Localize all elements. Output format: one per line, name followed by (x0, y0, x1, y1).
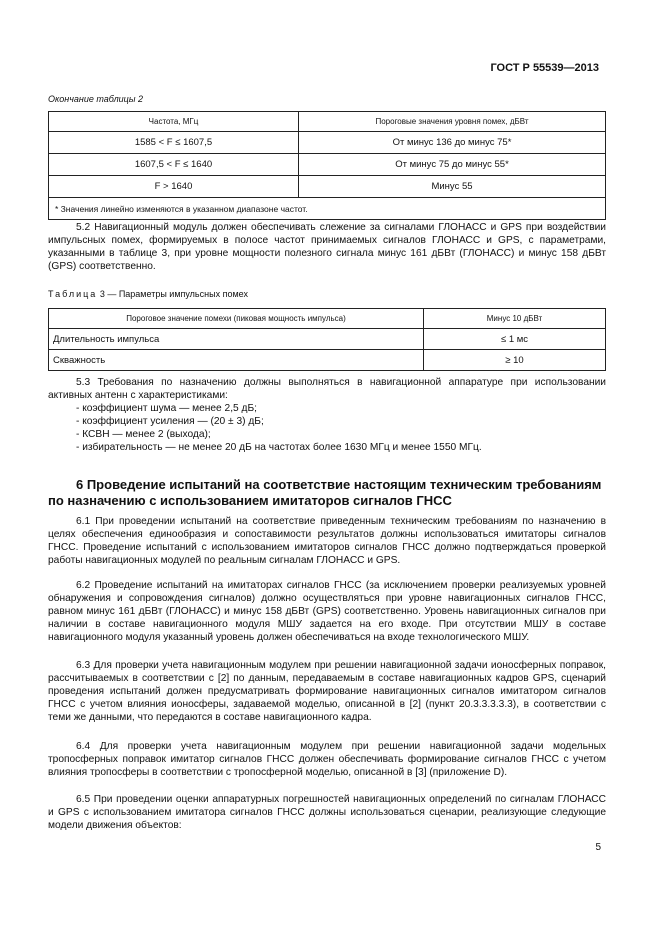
table2-header-row (49, 112, 606, 132)
paragraph-6-4-text: 6.4 Для проверки учета навигационным модулем при решении навигационной задачи модельных тропосферных поправок имитатор сигналов ГНСС должен обеспечивать формирование сигналов ГНСС с учетом влияния тропосферы в соответствии с тропосферной моделью, описанной в [3] (приложение D). (48, 741, 606, 778)
paragraph-6-5-text: 6.5 При проведении оценки аппаратурных погрешностей навигационных определений по сигналам ГЛОНАСС и GPS с использованием имитатора сигналов ГНСС должны использоваться сценарии, реализующие следующие модели движения объектов: (48, 794, 606, 831)
table2-header-threshold: Пороговые значения уровня помех, дБВт (299, 112, 606, 132)
paragraph-5-2 (48, 222, 606, 274)
paragraph-6-1 (48, 516, 606, 568)
paragraph-5-2-text: 5.2 Навигационный модуль должен обеспечивать слежение за сигналами ГЛОНАСС и GPS при воздействии импульсных помех, формируемых в полосе частот принимаемых сигналов ГЛОНАСС и GPS, с параметрами, указанными в таблице 3, при уровне мощности полезного сигнала минус 161 дБВт (ГЛОНАСС) и минус 158 дБВт (GPS) соответственно. (48, 222, 606, 272)
table3-cell: ≥ 10 (424, 350, 606, 371)
table2-cell: От минус 136 до минус 75* (299, 132, 606, 154)
paragraph-6-1-text: 6.1 При проведении испытаний на соответствие приведенным техническим требованиям по назначению в целях обеспечения единообразия и сопоставимости результатов должны использоваться имитаторы сигналов ГНСС. Проведение испытаний с использованием имитаторов сигналов ГНСС должно подтверждаться проверкой работы навигационных модулей по реальным сигналам ГЛОНАСС и GPS. (48, 516, 606, 566)
paragraph-6-2 (48, 580, 606, 645)
list-item: - коэффициент шума — менее 2,5 дБ; (76, 403, 258, 414)
antenna-characteristics-list (48, 403, 606, 455)
table2-note-row (49, 198, 606, 220)
table2-cell: Минус 55 (299, 176, 606, 198)
list-item: - избирательность — не менее 20 дБ на частотах более 1630 МГц и менее 1550 МГц. (76, 441, 482, 453)
page-number: 5 (595, 842, 601, 853)
paragraph-5-3 (48, 377, 606, 403)
table2-caption: Окончание таблицы 2 (48, 94, 143, 104)
table3-caption-label: Таблица (48, 289, 98, 299)
list-item: - коэффициент усиления — (20 ± 3) дБ; (76, 415, 264, 427)
table3-header-value: Минус 10 дБВт (424, 309, 606, 329)
paragraph-6-3 (48, 660, 606, 725)
table-row (49, 176, 606, 198)
table2-cell: F > 1640 (49, 176, 299, 198)
table3-cell: ≤ 1 мс (424, 329, 606, 350)
table-row (49, 329, 606, 350)
table3-header-row (49, 309, 606, 329)
table2-cell: 1607,5 < F ≤ 1640 (49, 154, 299, 176)
paragraph-6-4 (48, 741, 606, 780)
table3-header-threshold: Пороговое значение помехи (пиковая мощность импульса) (49, 309, 424, 329)
table2-cell: 1585 < F ≤ 1607,5 (49, 132, 299, 154)
paragraph-5-3-text: 5.3 Требования по назначению должны выполняться в навигационной аппаратуре при использовании активных антенн с характеристиками: (48, 377, 606, 401)
table-row (49, 154, 606, 176)
table3 (48, 308, 606, 371)
list-item: - КСВН — менее 2 (выхода); (76, 428, 211, 440)
paragraph-6-3-text: 6.3 Для проверки учета навигационным модулем при решении навигационной задачи ионосферных поправок, рассчитываемых в соответствии с [2] по данным, передаваемым в составе навигационных кадров GPS, сценарий проведения испытаний должен предусматривать формирование навигационных сигналов имитатором сигналов ГНСС с учетом влияния ионосферы, задаваемой моделью, описанной в [2] (пункт 20.3.3.3.3.3), в соответствии с теми же данными, что передаются в составе навигационного кадра. (48, 660, 606, 723)
table2-cell: От минус 75 до минус 55* (299, 154, 606, 176)
paragraph-6-2-text: 6.2 Проведение испытаний на имитаторах сигналов ГНСС (за исключением проверки реализуемых уровней обнаружения и сопровождения сигналов) должно осуществляться при уровне навигационных сигналов ГНСС, равном минус 161 дБВт (ГЛОНАСС) и минус 158 дБВт (GPS) соответственно. Уровень навигационных сигналов при наличии в составе навигационного модуля МШУ задается на его входе. При отсутствии МШУ в составе навигационного модуля указанный уровень должен обеспечиваться на входе технологического МШУ. (48, 580, 606, 643)
standard-code-header: ГОСТ Р 55539—2013 (490, 62, 599, 74)
table-row (49, 350, 606, 371)
table2-note: * Значения линейно изменяются в указанном диапазоне частот. (49, 198, 606, 220)
table2 (48, 111, 606, 220)
section-6-title-text: 6 Проведение испытаний на соответствие настоящим техническим требованиям по назначению с использованием имитаторов сигналов ГНСС (48, 477, 602, 508)
section-6-title (48, 477, 606, 509)
table-row (49, 132, 606, 154)
table3-cell: Скважность (49, 350, 424, 371)
table3-caption-text: 3 — Параметры импульсных помех (99, 289, 248, 299)
table3-cell: Длительность импульса (49, 329, 424, 350)
paragraph-6-5 (48, 794, 606, 833)
table3-caption (48, 289, 248, 299)
table2-header-frequency: Частота, МГц (49, 112, 299, 132)
